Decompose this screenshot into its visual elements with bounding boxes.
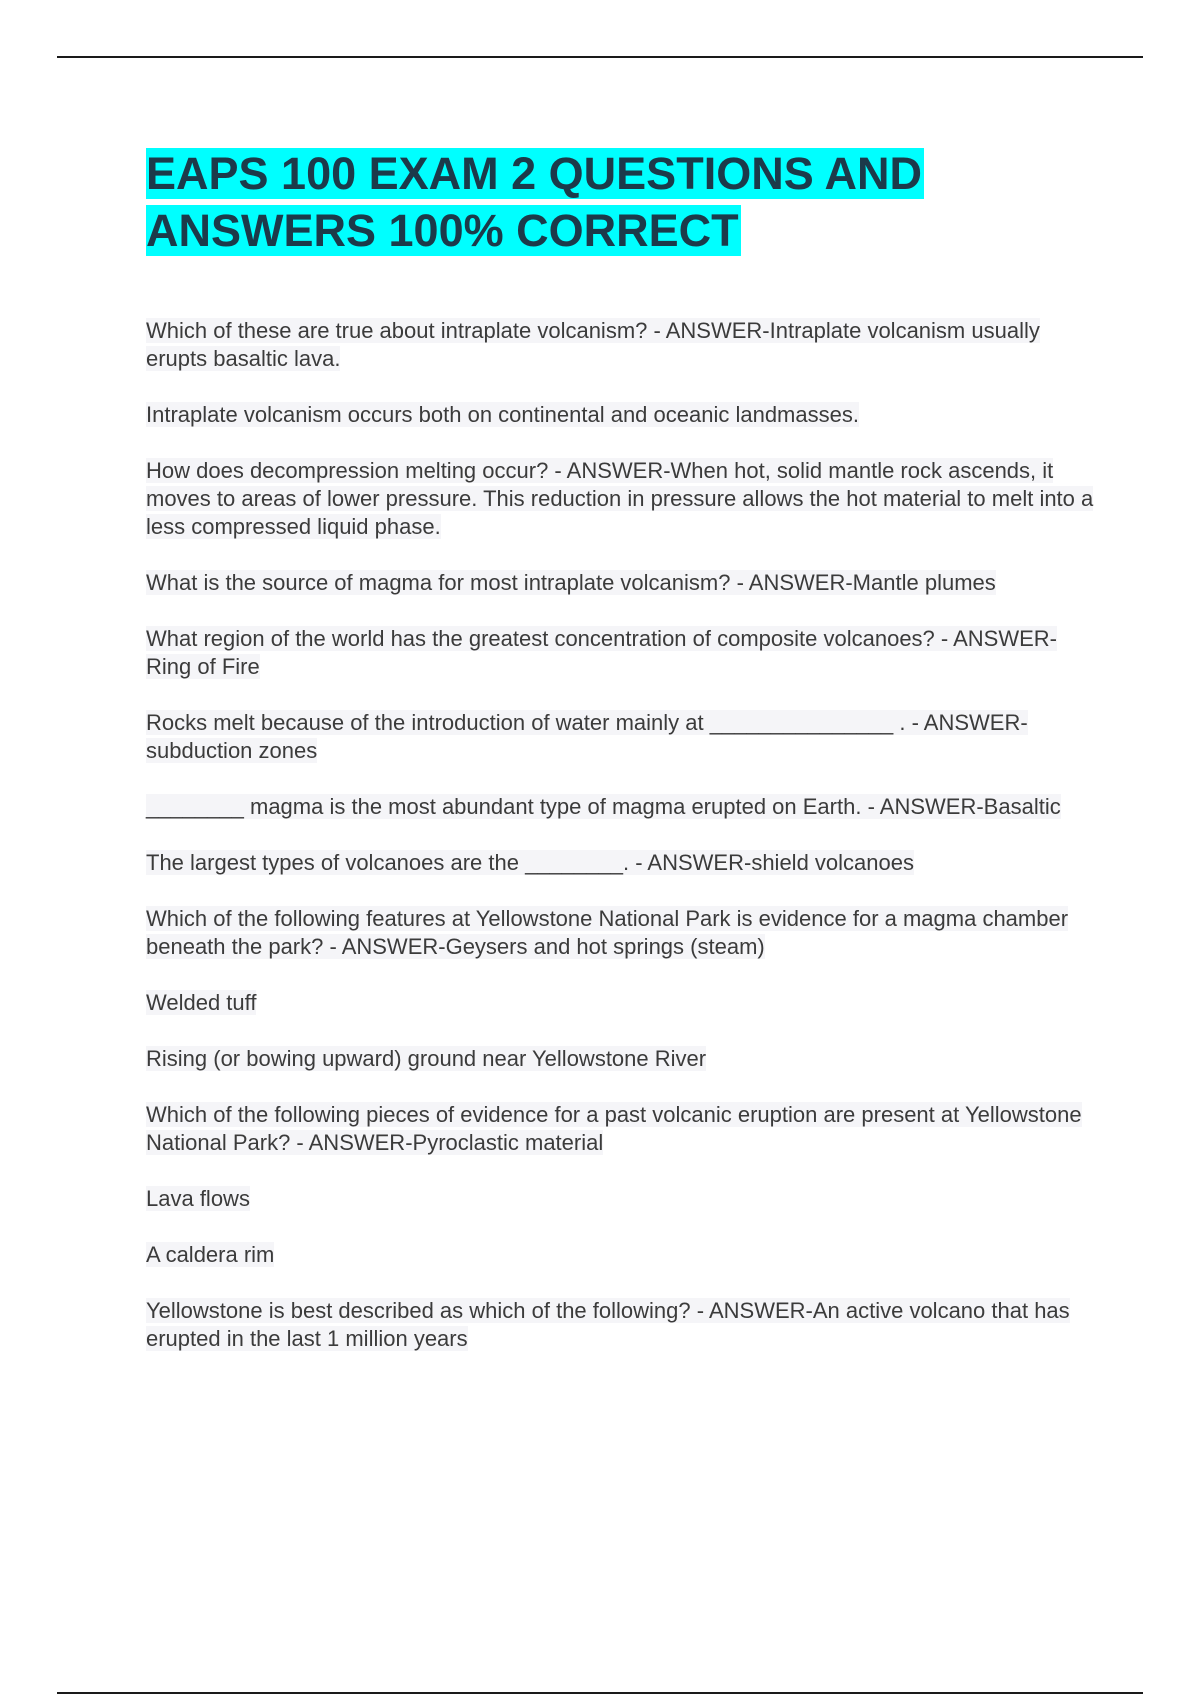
qa-item bbox=[146, 849, 1096, 877]
qa-item bbox=[146, 793, 1096, 821]
qa-item-text: Lava flows bbox=[146, 1186, 250, 1211]
document-body bbox=[146, 145, 1096, 1381]
qa-item bbox=[146, 457, 1096, 541]
qa-item bbox=[146, 317, 1096, 373]
qa-item-text: How does decompression melting occur? - ANSWER-When hot, solid mantle rock ascends, it moves to areas of lower pressure. This reduction in pressure allows the hot material to melt into a less compressed liquid phase. bbox=[146, 458, 1094, 539]
qa-item bbox=[146, 569, 1096, 597]
qa-item-text: A caldera rim bbox=[146, 1242, 275, 1267]
qa-list bbox=[146, 317, 1096, 1353]
qa-item bbox=[146, 401, 1096, 429]
qa-item-text: Intraplate volcanism occurs both on continental and oceanic landmasses. bbox=[146, 402, 859, 427]
qa-item-text: Which of the following pieces of evidence for a past volcanic eruption are present at Yellowstone National Park? - ANSWER-Pyroclastic material bbox=[146, 1102, 1082, 1155]
qa-item-text: Yellowstone is best described as which of the following? - ANSWER-An active volcano that has erupted in the last 1 million years bbox=[146, 1298, 1070, 1351]
document-title-text: EAPS 100 EXAM 2 QUESTIONS AND ANSWERS 100% CORRECT bbox=[146, 148, 923, 256]
qa-item-text: Which of the following features at Yellowstone National Park is evidence for a magma chamber beneath the park? - ANSWER-Geysers and hot springs (steam) bbox=[146, 906, 1069, 959]
qa-item bbox=[146, 1101, 1096, 1157]
qa-item-text: The largest types of volcanoes are the ________. - ANSWER-shield volcanoes bbox=[146, 850, 914, 875]
header-rule bbox=[57, 56, 1143, 58]
qa-item-text: What is the source of magma for most intraplate volcanism? - ANSWER-Mantle plumes bbox=[146, 570, 996, 595]
qa-item-text: Rocks melt because of the introduction of water mainly at _______________ . - ANSWER-subduction zones bbox=[146, 710, 1028, 763]
qa-item bbox=[146, 1297, 1096, 1353]
qa-item bbox=[146, 1185, 1096, 1213]
qa-item bbox=[146, 1241, 1096, 1269]
qa-item bbox=[146, 625, 1096, 681]
qa-item bbox=[146, 709, 1096, 765]
qa-item bbox=[146, 989, 1096, 1017]
qa-item-text: Welded tuff bbox=[146, 990, 257, 1015]
qa-item bbox=[146, 1045, 1096, 1073]
document-title bbox=[146, 145, 1096, 259]
qa-item-text: Rising (or bowing upward) ground near Yellowstone River bbox=[146, 1046, 707, 1071]
qa-item-text: ________ magma is the most abundant type of magma erupted on Earth. - ANSWER-Basaltic bbox=[146, 794, 1061, 819]
footer-rule bbox=[57, 1692, 1143, 1694]
qa-item-text: Which of these are true about intraplate volcanism? - ANSWER-Intraplate volcanism usually erupts basaltic lava. bbox=[146, 318, 1040, 371]
qa-item bbox=[146, 905, 1096, 961]
qa-item-text: What region of the world has the greatest concentration of composite volcanoes? - ANSWER-Ring of Fire bbox=[146, 626, 1058, 679]
